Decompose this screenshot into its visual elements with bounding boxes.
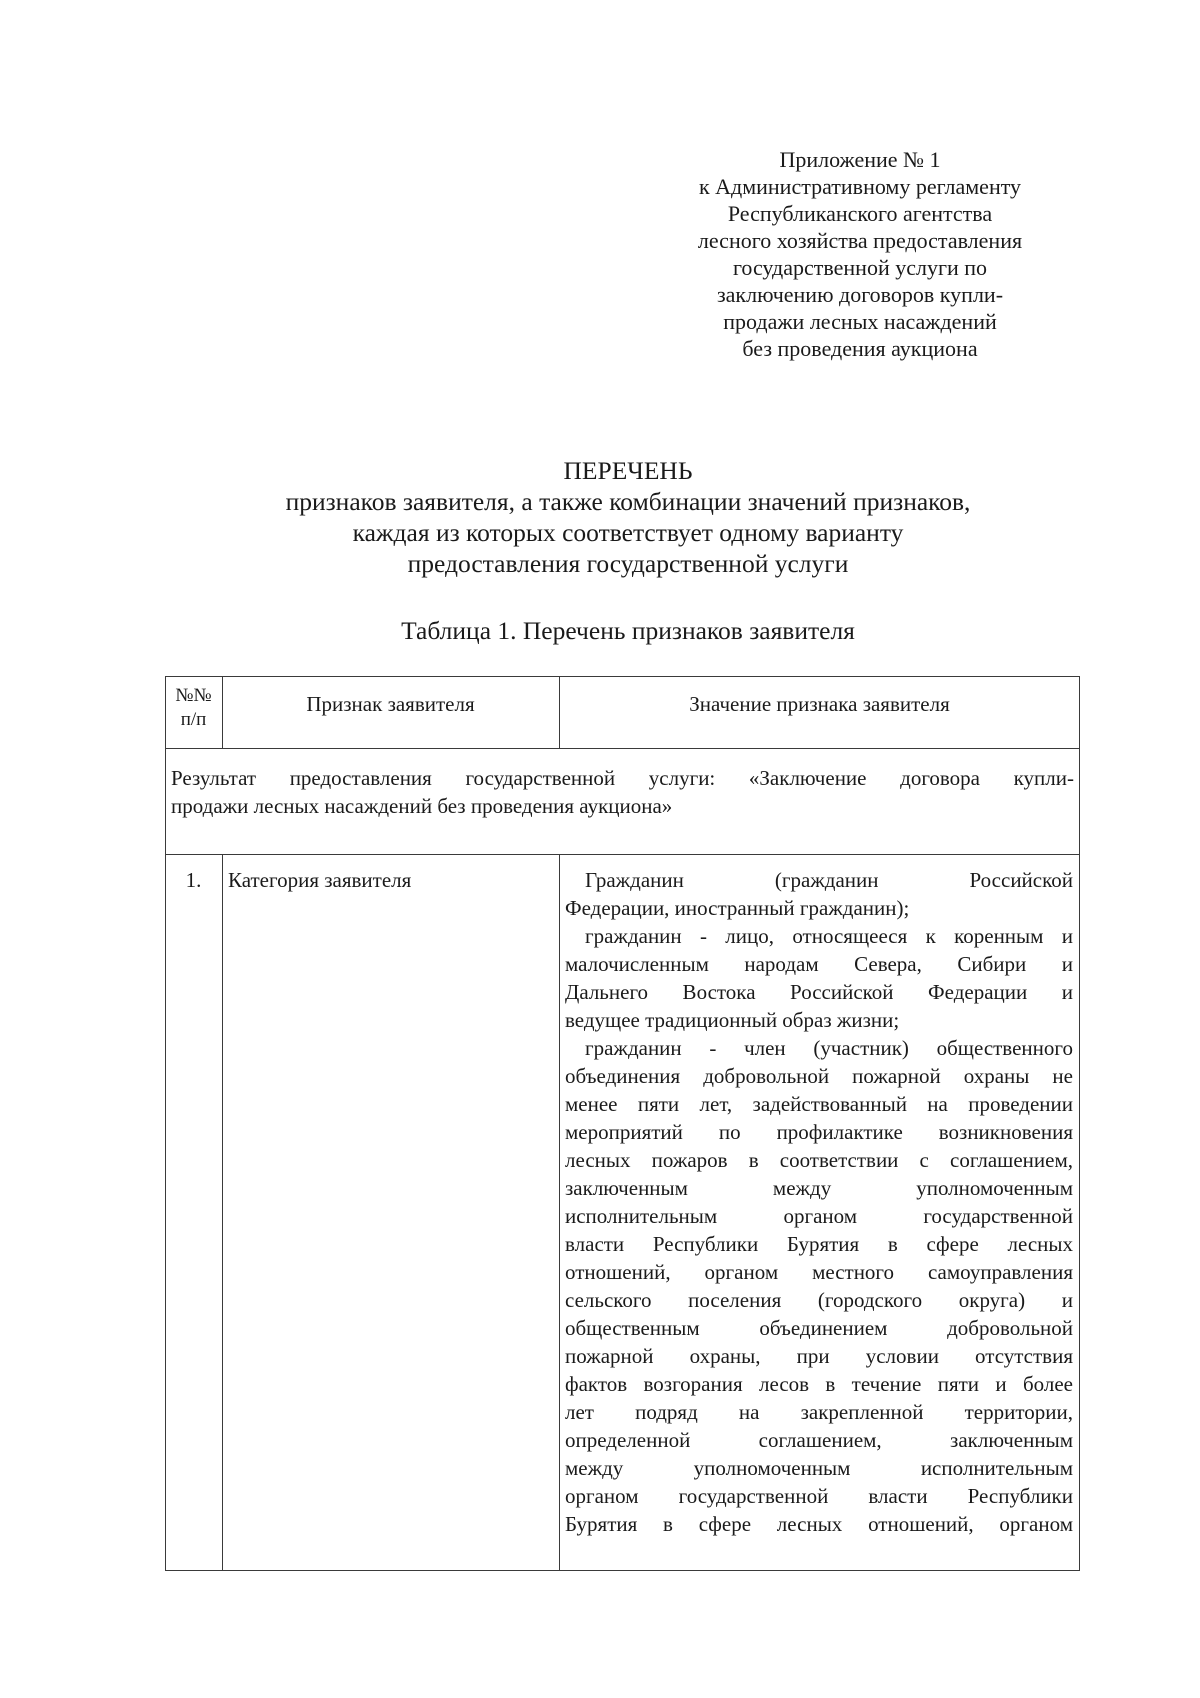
row-value-line: мероприятий по профилактике возникновения bbox=[565, 1120, 1073, 1144]
document-title: ПЕРЕЧЕНЬ bbox=[563, 456, 693, 485]
row-value-line: отношений, органом местного самоуправления bbox=[565, 1260, 1073, 1284]
row-value-line: Гражданин (гражданин Российской bbox=[585, 868, 1073, 892]
document-heading bbox=[165, 455, 1091, 579]
row-value bbox=[565, 866, 1073, 1538]
table-result-divider bbox=[165, 854, 1080, 855]
document-subtitle-line: каждая из которых соответствует одному варианту bbox=[352, 518, 904, 547]
appendix-line: продажи лесных насаждений bbox=[723, 309, 997, 334]
service-result-line: продажи лесных насаждений без проведения аукциона» bbox=[171, 794, 673, 818]
row-value-line: между уполномоченным исполнительным bbox=[565, 1456, 1073, 1480]
appendix-line: Республиканского агентства bbox=[727, 201, 993, 226]
document-subtitle-line: предоставления государственной услуги bbox=[407, 549, 849, 578]
row-value-line: заключенным между уполномоченным bbox=[565, 1176, 1073, 1200]
row-value-line: органом государственной власти Республики bbox=[565, 1484, 1073, 1508]
applicant-signs-table bbox=[165, 676, 1080, 1571]
row-value-line: Бурятия в сфере лесных отношений, органом bbox=[565, 1512, 1073, 1536]
row-value-line: сельского поселения (городского округа) и bbox=[565, 1288, 1073, 1312]
appendix-line: без проведения аукциона bbox=[742, 336, 978, 361]
row-value-line: гражданин - лицо, относящееся к коренным и bbox=[585, 924, 1073, 948]
row-value-line: малочисленным народам Севера, Сибири и bbox=[565, 952, 1073, 976]
header-number bbox=[165, 684, 222, 732]
document-subtitle-line: признаков заявителя, а также комбинации значений признаков, bbox=[285, 487, 971, 516]
table-column-divider bbox=[222, 854, 223, 1571]
row-value-line: власти Республики Бурятия в сфере лесных bbox=[565, 1232, 1073, 1256]
service-result bbox=[171, 764, 1074, 820]
row-value-line: лет подряд на закрепленной территории, bbox=[565, 1400, 1073, 1424]
header-number-line: №№ bbox=[175, 685, 212, 706]
header-sign: Признак заявителя bbox=[306, 692, 475, 716]
appendix-line: лесного хозяйства предоставления bbox=[697, 228, 1023, 253]
header-value: Значение признака заявителя bbox=[689, 692, 950, 716]
table-border-top bbox=[165, 676, 1080, 677]
table-caption: Таблица 1. Перечень признаков заявителя bbox=[401, 616, 855, 645]
row-value-line: объединения добровольной пожарной охраны не bbox=[565, 1064, 1073, 1088]
appendix-line: к Административному регламенту bbox=[698, 174, 1022, 199]
table-border-left bbox=[165, 676, 166, 1571]
appendix-block bbox=[672, 146, 1048, 362]
table-header-divider bbox=[165, 748, 1080, 749]
header-number-line: п/п bbox=[180, 709, 207, 730]
row-value-line: фактов возгорания лесов в течение пяти и более bbox=[565, 1372, 1073, 1396]
row-value-line: ведущее традиционный образ жизни; bbox=[565, 1008, 900, 1032]
table-border-bottom bbox=[165, 1570, 1080, 1571]
appendix-line: заключению договоров купли- bbox=[716, 282, 1004, 307]
row-value-line: общественным объединением добровольной bbox=[565, 1316, 1073, 1340]
row-value-line: лесных пожаров в соответствии с соглашением, bbox=[565, 1148, 1073, 1172]
table-column-divider bbox=[559, 854, 560, 1571]
row-value-line: гражданин - член (участник) общественного bbox=[585, 1036, 1073, 1060]
service-result-line: Результат предоставления государственной услуги: «Заключение договора купли- bbox=[171, 766, 1074, 790]
row-value-line: определенной соглашением, заключенным bbox=[565, 1428, 1073, 1452]
row-value-line: Федерации, иностранный гражданин); bbox=[565, 896, 910, 920]
appendix-line: Приложение № 1 bbox=[779, 147, 941, 172]
row-value-line: Дальнего Востока Российской Федерации и bbox=[565, 980, 1073, 1004]
row-value-line: исполнительным органом государственной bbox=[565, 1204, 1073, 1228]
appendix-line: государственной услуги по bbox=[732, 255, 988, 280]
row-sign: Категория заявителя bbox=[228, 868, 412, 892]
table-border-right bbox=[1079, 676, 1080, 1571]
row-value-line: пожарной охраны, при условии отсутствия bbox=[565, 1344, 1073, 1368]
row-number: 1. bbox=[185, 868, 202, 892]
row-value-line: менее пяти лет, задействованный на проведении bbox=[565, 1092, 1073, 1116]
